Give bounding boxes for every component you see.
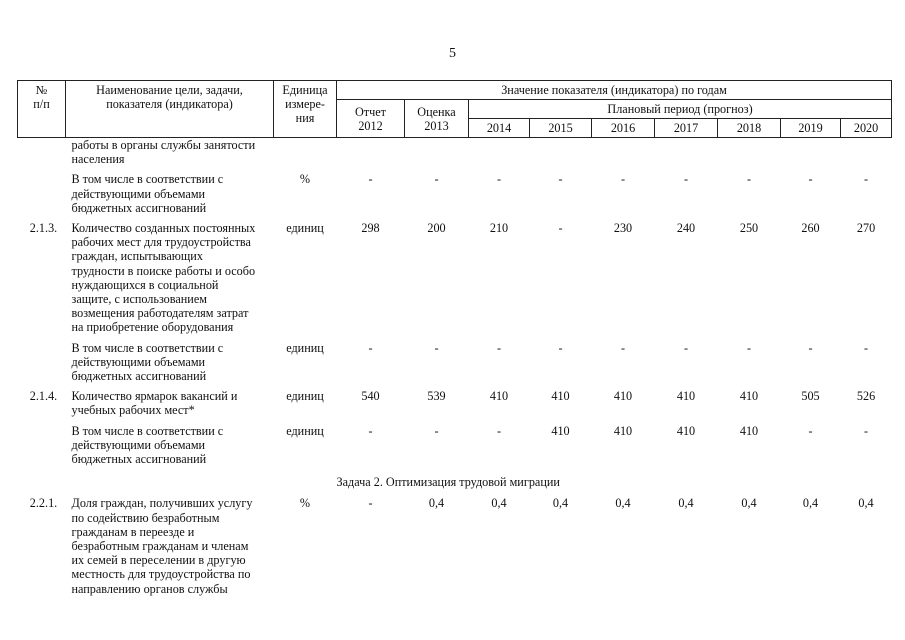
row-value: - — [368, 172, 373, 187]
row-unit: % — [299, 496, 311, 511]
row-value: 410 — [739, 423, 759, 438]
row-value: - — [864, 423, 869, 438]
row-value — [718, 138, 781, 171]
row-value: 260 — [801, 221, 820, 236]
row-value: - — [434, 423, 439, 438]
row-value: - — [434, 172, 439, 187]
header-plan-group: Плановый период (прогноз) — [469, 100, 892, 119]
row-name: Количество ярмарок вакансий и учебных рабочих мест* — [71, 389, 238, 418]
row-value: - — [368, 496, 373, 511]
row-value: - — [496, 172, 502, 187]
row-value: 0,4 — [858, 496, 874, 511]
row-value: 210 — [489, 221, 509, 236]
header-values-group: Значение показателя (индикатора) по годам — [337, 81, 892, 100]
row-value: 540 — [361, 389, 380, 404]
row-value: 0,4 — [491, 496, 507, 511]
table-row — [18, 494, 892, 599]
header-year: 2019 — [781, 119, 841, 138]
row-value: 539 — [427, 389, 446, 404]
indicator-table-container — [17, 80, 892, 600]
row-name: Доля граждан, получивших услугу по содействию безработным гражданам в переезде и безработным гражданам и членам их семей в переселении в другую местность для трудоустройства по направлению органов службы — [71, 496, 253, 596]
header-year: 2020 — [841, 119, 892, 138]
row-value: - — [620, 172, 626, 187]
header-unit: Единица измере- ния — [274, 81, 337, 138]
table-row — [18, 170, 892, 219]
row-value: 250 — [739, 221, 759, 236]
row-value: 0,4 — [428, 496, 445, 511]
row-name: В том числе в соответствии с действующими объемами бюджетных ассигнований — [71, 340, 224, 384]
row-value: 298 — [361, 221, 380, 236]
row-value: - — [683, 172, 689, 187]
page-number: 5 — [449, 46, 456, 61]
row-value — [781, 138, 841, 171]
row-value — [841, 138, 892, 171]
row-value: 410 — [551, 389, 570, 404]
row-value: 0,4 — [615, 496, 631, 511]
row-unit: единиц — [286, 221, 324, 236]
row-value: 0,4 — [802, 496, 819, 511]
row-value: - — [434, 340, 439, 355]
row-value: 410 — [551, 423, 570, 438]
row-name: В том числе в соответствии с действующими объемами бюджетных ассигнований — [71, 172, 224, 215]
row-value: 410 — [676, 423, 696, 438]
row-unit — [274, 138, 337, 171]
row-value: - — [746, 172, 752, 187]
row-value — [405, 138, 469, 171]
row-num — [18, 339, 66, 388]
row-value: - — [746, 340, 752, 355]
row-value: - — [558, 221, 563, 236]
row-value: 526 — [856, 389, 876, 404]
row-value — [469, 138, 530, 171]
indicator-table — [17, 80, 892, 600]
row-name: Количество созданных постоянных рабочих мест для трудоустройства граждан, испытывающих трудности в поиске работы и особо нуждающихся в социальной защите, с использованием возмещения работодателям затрат на приобретение оборудования — [71, 221, 256, 335]
row-value — [530, 138, 592, 171]
row-value: - — [620, 340, 626, 355]
row-unit: единиц — [286, 389, 324, 404]
row-value: - — [683, 340, 689, 355]
row-num — [18, 138, 66, 171]
row-value: 200 — [427, 221, 446, 236]
row-value: - — [808, 340, 813, 355]
row-value: - — [558, 172, 563, 187]
row-unit: единиц — [286, 423, 324, 438]
table-row — [18, 387, 892, 421]
row-num: 2.2.1. — [29, 496, 58, 511]
row-unit: % — [299, 172, 311, 187]
header-report: Отчет 2012 — [337, 100, 405, 138]
row-value: - — [368, 423, 373, 438]
row-value: - — [808, 172, 813, 187]
row-value: - — [864, 172, 869, 187]
row-value — [337, 138, 405, 171]
row-value: 410 — [739, 389, 759, 404]
row-value: - — [496, 423, 502, 438]
table-header — [18, 81, 892, 138]
header-estimate: Оценка 2013 — [405, 100, 469, 138]
row-value: 230 — [613, 221, 633, 236]
row-num: 2.1.4. — [29, 389, 58, 404]
row-num — [18, 422, 66, 471]
row-value: 410 — [676, 389, 696, 404]
row-value: - — [808, 423, 813, 438]
header-year: 2017 — [655, 119, 718, 138]
task-row — [18, 470, 892, 494]
row-unit: единиц — [286, 340, 324, 355]
row-value: - — [864, 340, 869, 355]
header-num: № п/п — [18, 81, 66, 138]
row-value: 0,4 — [552, 496, 569, 511]
header-year: 2016 — [592, 119, 655, 138]
row-value: - — [368, 340, 373, 355]
header-year: 2014 — [469, 119, 530, 138]
row-value: - — [496, 340, 502, 355]
row-value: 0,4 — [678, 496, 694, 511]
row-value — [592, 138, 655, 171]
header-year: 2015 — [530, 119, 592, 138]
table-row — [18, 138, 892, 171]
row-value: 410 — [613, 389, 633, 404]
row-value: 240 — [676, 221, 696, 236]
row-name: В том числе в соответствии с действующими объемами бюджетных ассигнований — [71, 423, 224, 467]
table-row — [18, 339, 892, 388]
task-title: Задача 2. Оптимизация трудовой миграции — [336, 475, 560, 490]
row-value: - — [558, 340, 563, 355]
row-value: 410 — [489, 389, 509, 404]
header-name: Наименование цели, задачи, показателя (индикатора) — [66, 81, 274, 138]
row-value — [655, 138, 718, 171]
row-num: 2.1.3. — [29, 221, 58, 236]
row-name: работы в органы службы занятости населения — [71, 138, 256, 167]
table-row — [18, 422, 892, 471]
table-row — [18, 219, 892, 339]
row-value: 505 — [801, 389, 820, 404]
row-value: 270 — [856, 221, 876, 236]
row-num — [18, 170, 66, 219]
row-value: 410 — [613, 423, 633, 438]
row-value: 0,4 — [741, 496, 757, 511]
table-body — [18, 138, 892, 600]
header-year: 2018 — [718, 119, 781, 138]
